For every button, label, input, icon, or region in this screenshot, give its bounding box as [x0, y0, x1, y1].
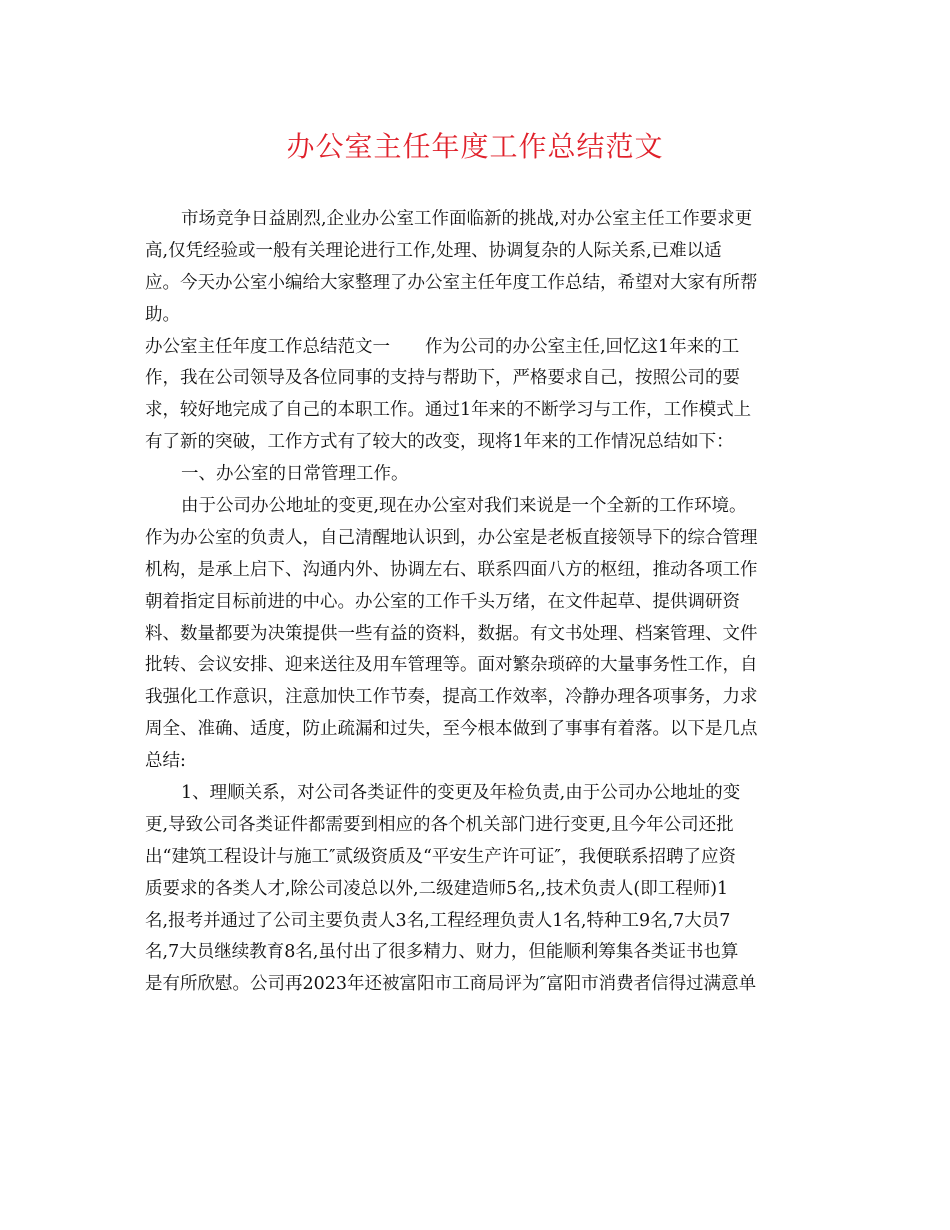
- text-line: 办公室主任年度工作总结范文一 作为公司的办公室主任,回忆这1年来的工: [145, 336, 740, 357]
- section-heading: 一、办公室的日常管理工作。: [181, 464, 409, 485]
- text-line: 朝着指定目标前进的中心。办公室的工作千头万绪，在文件起草、提供调研资: [145, 591, 740, 612]
- text-line: 质要求的各类人才,除公司凌总以外,二级建造师5名,,技术负责人(即工程师)1: [145, 878, 729, 899]
- text-line: 我强化工作意识，注意加快工作节奏，提高工作效率，冷静办理各项事务，力求: [145, 687, 758, 708]
- text-line: 1、理顺关系，对公司各类证件的变更及年检负责,由于公司办公地址的变: [181, 783, 741, 804]
- text-line: 出“建筑工程设计与施工″贰级资质及“平安生产许可证″，我便联系招聘了应资: [145, 846, 736, 867]
- text-line: 求，较好地完成了自己的本职工作。通过1年来的不断学习与工作，工作模式上: [145, 400, 752, 421]
- text-line: 更,导致公司各类证件都需要到相应的各个机关部门进行变更,且今年公司还批: [145, 814, 734, 835]
- text-line: 周全、准确、适度，防止疏漏和过失，至今根本做到了事事有着落。以下是几点: [145, 719, 758, 740]
- text-line: 市场竞争日益剧烈,企业办公室工作面临新的挑战,对办公室主任工作要求更: [181, 209, 753, 229]
- text-line: 批转、会议安排、迎来送往及用车管理等。面对繁杂琐碎的大量事务性工作，自: [145, 655, 758, 676]
- text-line: 是有所欣慰。公司再2023年还被富阳市工商局评为″富阳市消费者信得过满意单: [145, 974, 757, 995]
- text-line: 机构，是承上启下、沟通内外、协调左右、联系四面八方的枢纽，推动各项工作: [145, 559, 758, 580]
- text-line: 作为办公室的负责人，自己清醒地认识到，办公室是老板直接领导下的综合管理: [145, 527, 758, 548]
- text-line: 由于公司办公地址的变更,现在办公室对我们来说是一个全新的工作环境。: [181, 496, 747, 517]
- text-line: 应。今天办公室小编给大家整理了办公室主任年度工作总结，希望对大家有所帮: [145, 272, 758, 293]
- document-body: [145, 204, 805, 1001]
- text-line: 料、数量都要为决策提供一些有益的资料，数据。有文书处理、档案管理、文件: [145, 623, 758, 644]
- text-line: 助。: [145, 304, 180, 325]
- document-title: 办公室主任年度工作总结范文: [286, 130, 664, 163]
- text-line: 总结:: [145, 751, 186, 772]
- text-line: 名,7大员继续教育8名,虽付出了很多精力、财力，但能顺利筹集各类证书也算: [145, 942, 739, 963]
- text-line: 作，我在公司领导及各位同事的支持与帮助下，严格要求自己，按照公司的要: [145, 368, 740, 389]
- text-line: 名,报考并通过了公司主要负责人3名,工程经理负责人1名,特种工9名,7大员7: [145, 910, 731, 931]
- text-line: 高,仅凭经验或一般有关理论进行工作,处理、协调复杂的人际关系,已难以适: [145, 240, 722, 261]
- text-line: 有了新的突破，工作方式有了较大的改变，现将1年来的工作情况总结如下：: [145, 432, 734, 453]
